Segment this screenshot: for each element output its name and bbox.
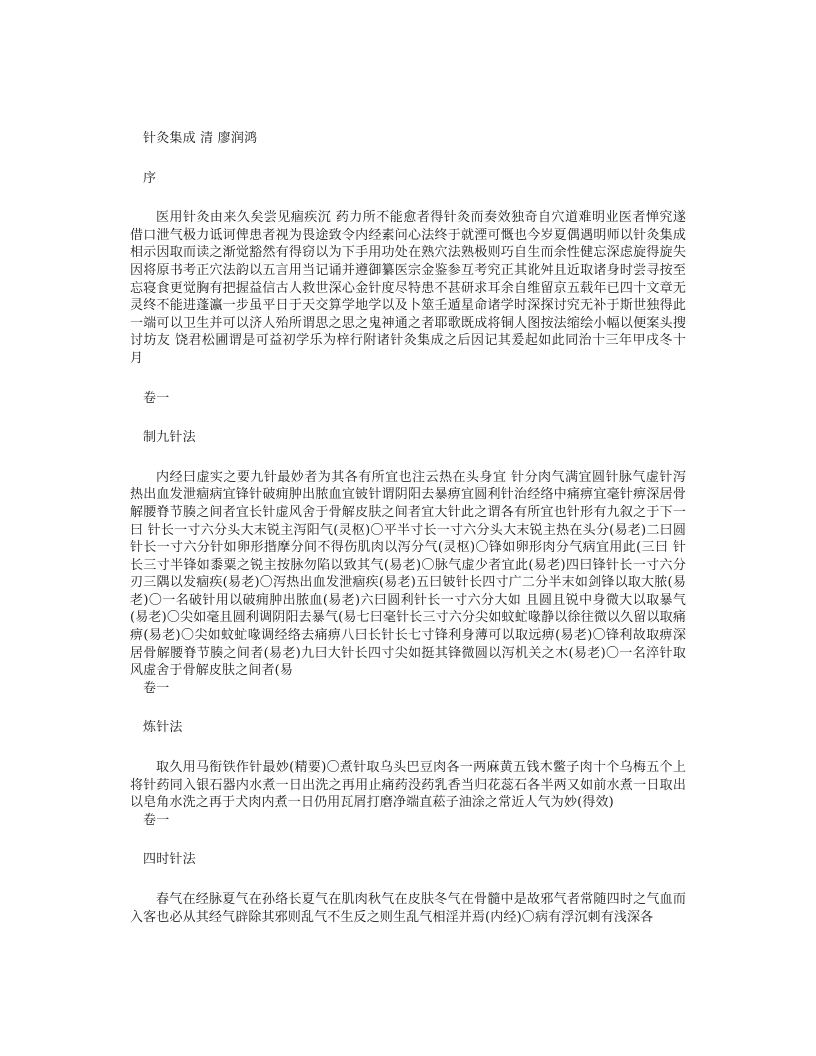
- section-volume-label: 卷一: [143, 390, 170, 406]
- section-volume-label: 卷一: [143, 680, 170, 696]
- section-title: 炼针法: [143, 720, 183, 736]
- section-volume-label: 卷一: [143, 812, 170, 828]
- section-title: 四时针法: [143, 852, 196, 868]
- document-title: 针灸集成 清 廖润鸿: [143, 131, 258, 146]
- section-body: 春气在经脉夏气在孙络长夏气在肌肉秋气在皮肤冬气在骨髓中是故邪气者常随四时之气血而入客也必从其经气辟除其邪则乱气不生反之则生乱气相淫并焉(内经)〇病有浮沉刺有浅深各: [130, 892, 686, 925]
- preface-paragraph: 医用针灸由来久矣尝见痼疾沉 药力所不能愈者得针灸而奏效独奇自穴道难明业医者惮究遂借口泄气极力诋诃俾患者视为畏途致令内经素问心法终于就湮可慨也今岁夏偶遇明师以针灸集成相示因取而读之渐觉豁然有得窃以为下手用功处在熟穴法熟极则巧自生而余性健忘深虑旋得旋失因将原书考正穴法韵以五言用当记诵并遵御纂医宗金鉴参互考究正其讹舛且近取诸身时尝寻按至忘寝食更觉胸有把握益信古人救世深心金针度尽特患不甚研求耳余自维留京五载年已四十文章无灵终不能进蓬瀛一步虽平日于天交算学地学以及卜筮壬遁星命诸学时深探讨究无补于斯世独得此一端可以卫生并可以济人殆所谓思之思之鬼神通之者耶歌既成将铜人图按法缩绘小幅以便案头搜讨坊友 饶君松圃谓是可益初学乐为梓行附诸针灸集成之后因记其爰起如此同治十三年甲戌冬十月: [130, 210, 686, 366]
- section-zhi-jiu-zhen-fa: [130, 390, 686, 680]
- section-body: 内经曰虚实之要九针最妙者为其各有所宜也注云热在头身宜 针分肉气满宜圆针脉气虚针泻热出血发泄痼病宜锋针破痈肿出脓血宜铍针谓阴阳去暴痹宜圆利针治经络中痛痹宜毫针痹深居骨解腰脊节腠之间者宜长针虚风舍于骨解皮肤之间者宜大针此之谓各有所宜也针形有九叙之于下一曰 针长一寸六分头大末锐主泻阳气(灵枢)〇平半寸长一寸六分头大末锐主热在头分(易老)二曰圆针长一寸六分针如卵形揩摩分间不得伤肌肉以泻分气(灵枢)〇锋如卵形肉分气病宜用此(三曰 针长三寸半锋如黍粟之锐主按脉勿陷以致其气(易老)〇脉气虚少者宜此(易老)四曰锋针长一寸六分刃三隅以发痼疾(易老)〇泻热出血发泄痼疾(易老)五曰铍针长四寸广二分半末如剑锋以取大脓(易老)〇一名破针用以破痈肿出脓血(易老)六曰圆利针长一寸六分大如 且圆且锐中身微大以取暴气(易老)〇尖如毫且圆利调阴阳去暴气(易七曰毫针长三寸六分尖如蚊虻喙静以徐往微以久留以取痛痹(易老)〇尖如蚊虻喙调经络去痛痹八曰长针长七寸锋利身薄可以取远痹(易老)〇锋利故取痹深居骨解腰脊节腠之间者(易老)九曰大针长四寸尖如挺其锋微圆以泻机关之木(易老)〇一名淬针取风虚舍于骨解皮肤之间者(易: [130, 469, 686, 679]
- section-body: 取久用马衔铁作针最妙(精要)〇煮针取乌头巴豆肉各一两麻黄五钱木鳖子肉十个乌梅五个上将针药同入银石器内水煮一日出洗之再用止痛药没药乳香当归花蕊石各半两又如前水煮一日取出以皂角水洗之再于犬肉内煮一日仍用瓦屑打磨净端直菘子油涂之常近人气为妙(得效): [130, 760, 686, 811]
- section-si-shi-zhen-fa: [130, 812, 686, 926]
- section-lian-zhen-fa: [130, 680, 686, 812]
- preface-heading: 序: [143, 170, 157, 186]
- section-title: 制九针法: [143, 430, 196, 446]
- document-content: [130, 130, 686, 926]
